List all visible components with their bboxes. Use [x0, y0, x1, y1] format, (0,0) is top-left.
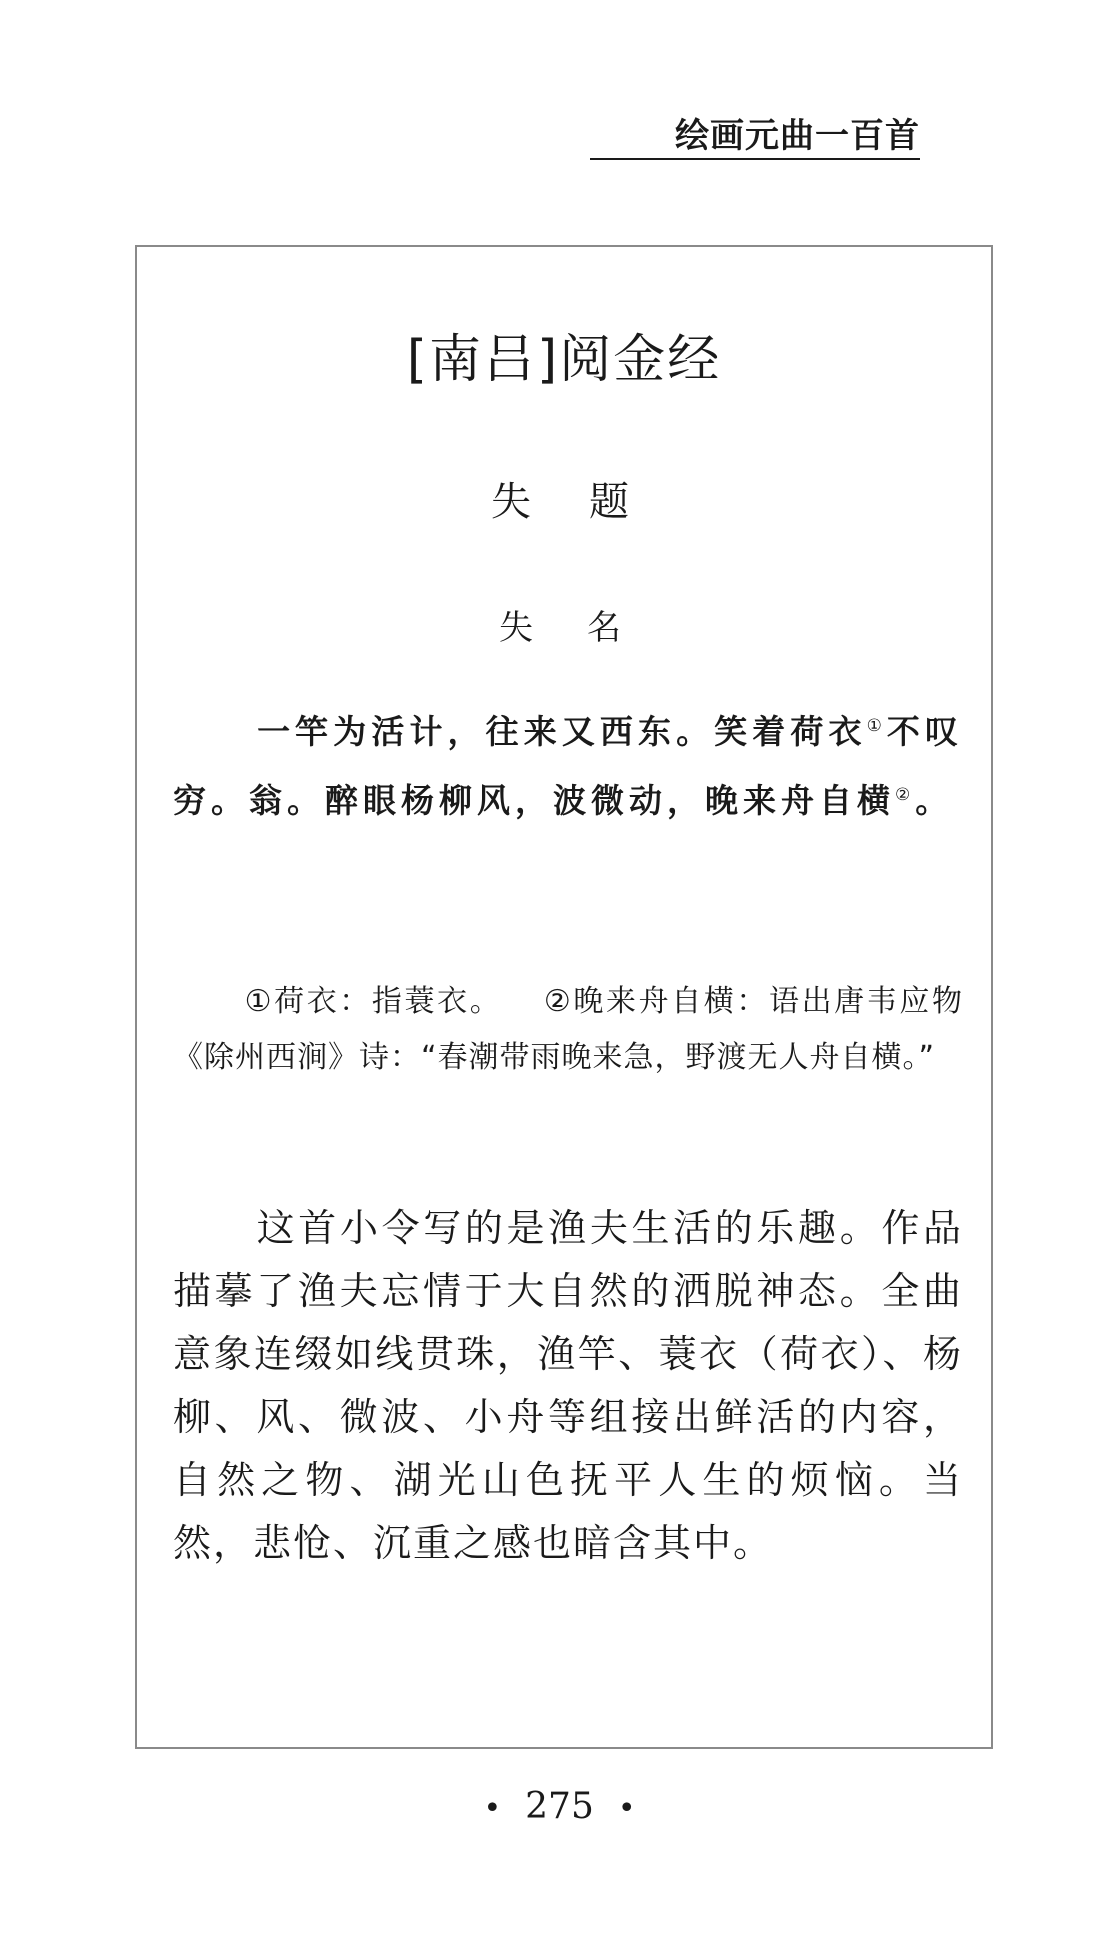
poem-title-char-2: 题	[589, 479, 637, 525]
page-number: 275	[525, 1786, 594, 1827]
poem-title	[137, 477, 991, 527]
page-footer	[0, 1785, 1119, 1831]
running-head-book-title: 绘画元曲一百首	[590, 114, 920, 160]
footer-bullet-left: •	[483, 1791, 502, 1826]
footnote-ref-1: ①	[866, 716, 887, 736]
poem-title-char-1: 失	[491, 479, 539, 525]
content-frame	[135, 245, 993, 1749]
footnote-ref-2: ②	[895, 785, 916, 805]
verse-segment-1: 一竿为活计，往来又西东。笑着荷衣	[257, 712, 867, 751]
verse-segment-3: 。	[915, 781, 954, 820]
commentary	[173, 1197, 963, 1575]
footnote-2: ②晚来舟自横：语出唐韦应物《除州西涧》诗：“春潮带雨晚来急，野渡无人舟自横。”	[173, 984, 963, 1075]
footnotes	[173, 974, 963, 1086]
commentary-text: 这首小令写的是渔夫生活的乐趣。作品描摹了渔夫忘情于大自然的洒脱神态。全曲意象连缀如线贯珠，渔竿、蓑衣（荷衣）、杨柳、风、微波、小舟等组接出鲜活的内容，自然之物、湖光山色抚平人生的烦恼。当然，悲怆、沉重之感也暗含其中。	[173, 1206, 963, 1565]
author-char-1: 失	[499, 608, 541, 648]
verse-text	[173, 697, 963, 835]
qupai-title: [南吕]阅金经	[406, 330, 722, 390]
author	[137, 607, 991, 649]
author-char-2: 名	[587, 608, 629, 648]
footer-bullet-right: •	[617, 1791, 636, 1826]
verse-segment-2: 不叹穷。翁。醉眼杨柳风，波微动，晚来舟自横	[173, 712, 964, 820]
footnote-1: ①荷衣：指蓑衣。	[243, 984, 503, 1019]
